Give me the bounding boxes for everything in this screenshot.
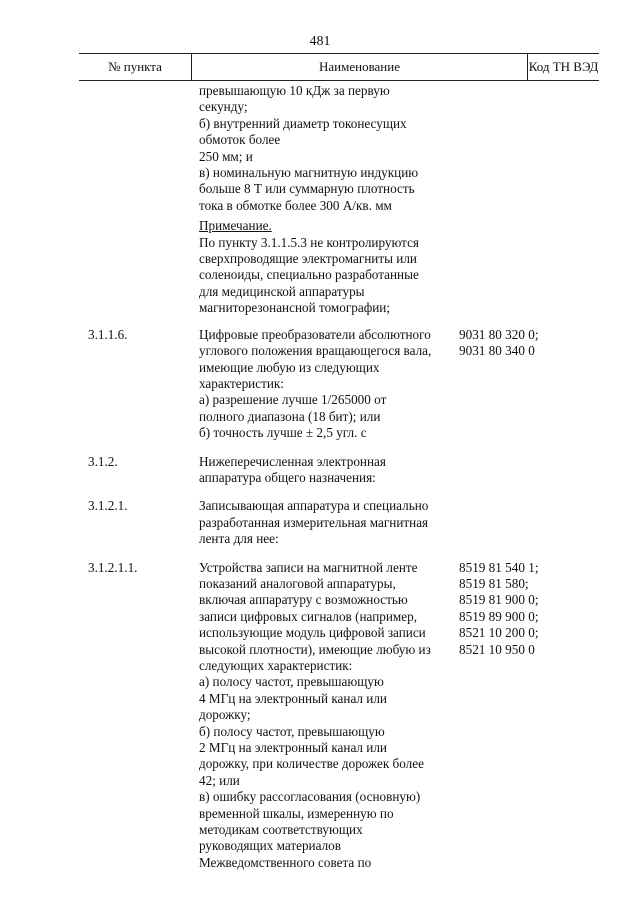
row-note	[199, 218, 449, 316]
description-line: тока в обмотке более 300 А/кв. мм	[199, 197, 392, 213]
header-name-column: Наименование	[191, 54, 528, 80]
note-line: для медицинской аппаратуры	[199, 283, 365, 299]
description-line: больше 8 Т или суммарную плотность	[199, 181, 415, 197]
row-number: 3.1.1.6.	[88, 326, 128, 342]
description-line: дорожку, при количестве дорожек более	[199, 756, 424, 772]
tn-ved-code: 8519 81 540 1;	[459, 559, 539, 575]
description-line: Записывающая аппаратура и специально	[199, 498, 429, 514]
description-line: высокой плотности), имеющие любую из	[199, 641, 431, 657]
table-row	[0, 498, 640, 547]
tn-ved-code: 8519 81 900 0;	[459, 592, 539, 608]
description-line: а) разрешение лучше 1/265000 от	[199, 392, 387, 408]
row-codes	[459, 327, 599, 360]
description-line: включая аппаратуру с возможностью	[199, 592, 408, 608]
tn-ved-code: 9031 80 320 0;	[459, 326, 539, 342]
description-line: методикам соответствующих	[199, 822, 363, 838]
tn-ved-code: 8519 89 900 0;	[459, 608, 539, 624]
description-line: 250 мм; и	[199, 148, 253, 164]
description-line: в) ошибку рассогласования (основную)	[199, 789, 421, 805]
page-number: 481	[309, 34, 331, 49]
table-row	[0, 454, 640, 487]
description-line: разработанная измерительная магнитная	[199, 514, 429, 530]
row-number: 3.1.2.1.1.	[88, 559, 138, 575]
row-description	[199, 498, 449, 547]
tn-ved-code: 8521 10 200 0;	[459, 625, 539, 641]
description-line: лента для нее:	[199, 531, 279, 547]
row-description	[199, 83, 449, 214]
description-line: характеристик:	[199, 375, 284, 391]
row-description	[199, 560, 449, 872]
description-line: Межведомственного совета по	[199, 854, 372, 870]
row-description	[199, 454, 449, 487]
note-title: Примечание.	[199, 218, 272, 234]
description-line: руководящих материалов	[199, 838, 341, 854]
description-line: 4 МГц на электронный канал или	[199, 690, 387, 706]
description-line: углового положения вращающегося вала,	[199, 343, 432, 359]
row-codes	[459, 560, 599, 658]
table-row	[0, 218, 640, 316]
tn-ved-code: 9031 80 340 0	[459, 343, 535, 359]
header-code-column: Код ТН ВЭД	[528, 59, 599, 74]
description-line: 2 МГц на электронный канал или	[199, 740, 387, 756]
row-number: 3.1.2.1.	[88, 498, 128, 514]
header-number-column: № пункта	[108, 59, 162, 74]
description-line: записи цифровых сигналов (например,	[199, 608, 418, 624]
description-line: следующих характеристик:	[199, 658, 353, 673]
description-line: б) точность лучше ± 2,5 угл. с	[199, 425, 367, 441]
description-line: б) полосу частот, превышающую	[199, 723, 385, 739]
note-line: сверхпроводящие электромагниты или	[199, 251, 417, 267]
description-line: Цифровые преобразователи абсолютного	[199, 326, 431, 342]
description-line: дорожку;	[199, 707, 251, 723]
description-line: полного диапазона (18 бит); или	[199, 408, 381, 424]
tn-ved-code: 8521 10 950 0	[459, 641, 535, 657]
note-line: По пункту 3.1.1.5.3 не контролируются	[199, 234, 419, 250]
description-line: имеющие любую из следующих	[199, 359, 380, 375]
table-header	[79, 53, 599, 81]
description-line: показаний аналоговой аппаратуры,	[199, 575, 396, 591]
description-line: секунду;	[199, 99, 248, 115]
table-row	[0, 83, 640, 214]
description-line: аппаратура общего назначения:	[199, 469, 376, 485]
note-line: магниторезонансной томографии;	[199, 300, 391, 316]
description-line: обмоток более	[199, 132, 281, 148]
description-line: временной шкалы, измеренную по	[199, 805, 394, 821]
table-body	[0, 83, 640, 871]
description-line: использующие модуль цифровой записи	[199, 625, 426, 641]
description-line: б) внутренний диаметр токонесущих	[199, 115, 407, 131]
description-line: превышающую 10 кДж за первую	[199, 83, 390, 98]
row-number: 3.1.2.	[88, 453, 118, 469]
description-line: 42; или	[199, 772, 240, 788]
description-line: а) полосу частот, превышающую	[199, 674, 384, 690]
description-line: Нижеперечисленная электронная	[199, 453, 386, 469]
note-line: соленоиды, специально разработанные	[199, 267, 419, 283]
table-row	[0, 560, 640, 872]
table-row	[0, 327, 640, 442]
row-description	[199, 327, 449, 442]
tn-ved-code: 8519 81 580;	[459, 575, 529, 591]
description-line: Устройства записи на магнитной ленте	[199, 559, 418, 575]
description-line: в) номинальную магнитную индукцию	[199, 165, 419, 181]
